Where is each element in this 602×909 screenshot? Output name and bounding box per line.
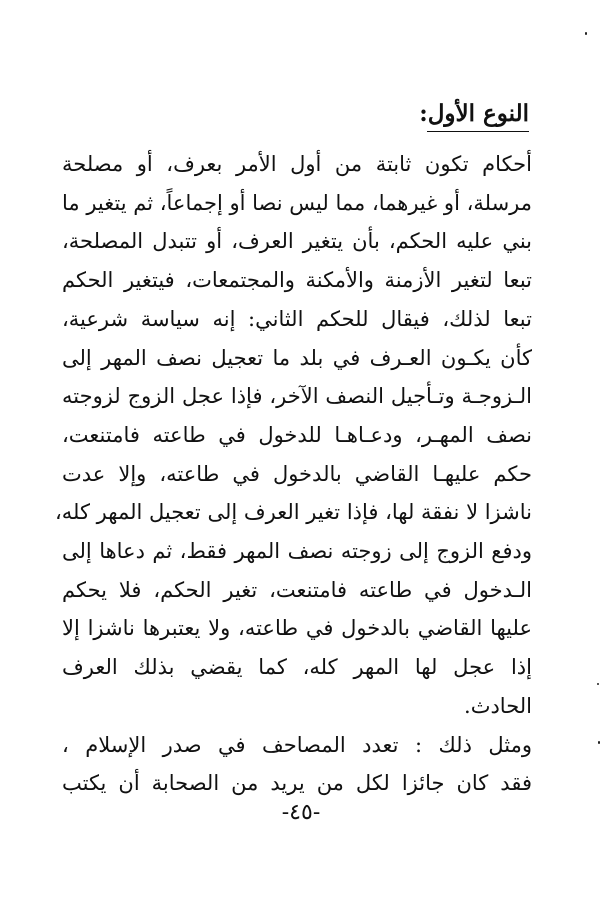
text-line: عليها القاضي بالدخول في طاعته، ولا يعتبرها ناشزا إلا: [62, 616, 532, 641]
text-line: ومثل ذلك : تعدد المصاحف في صدر الإسلام ،: [62, 732, 532, 757]
page-number: -٤٥-: [281, 800, 321, 825]
scan-speck: [597, 683, 599, 685]
text-line: فقد كان جائزا لكل من يريد من الصحابة أن يكتب: [62, 771, 532, 796]
text-line: مرسلة، أو غيرهما، مما ليس نصا أو إجماعاً، ثم يتغير ما: [62, 190, 532, 215]
heading-underline: [427, 131, 529, 132]
section-heading: النوع الأول:: [419, 100, 529, 127]
text-line: ناشزا لا نفقة لها، فإذا تغير العرف إلى تعجيل المهر كله،: [55, 500, 532, 525]
scan-speck: [598, 741, 600, 744]
text-line: إذا عجل لها المهر كله، كما يقضي بذلك العرف: [62, 655, 532, 680]
text-line: كأن يكـون العـرف في بلد ما تعجيل نصف المهر إلى: [62, 345, 532, 370]
text-line: تبعا لذلك، فيقال للحكم الثاني: إنه سياسة شرعية،: [62, 306, 532, 331]
text-line: بني عليه الحكم، بأن يتغير العرف، أو تتبدل المصلحة،: [62, 229, 532, 254]
section-heading-wrap: [419, 97, 529, 135]
text-line: أحكام تكون ثابتة من أول الأمر بعرف، أو مصلحة: [62, 152, 532, 176]
text-line: نصف المهـر، ودعـاهـا للدخول في طاعته فامتنعت،: [62, 422, 532, 447]
text-line: ودفع الزوج إلى زوجته نصف المهر فقط، ثم دعاها إلى: [62, 539, 532, 564]
text-line: الـدخول في طاعته فامتنعت، تغير الحكم، فلا يحكم: [62, 577, 532, 602]
scan-speck: [585, 32, 587, 35]
text-line: حكم عليهـا القاضي بالدخول في طاعته، وإلا عدت: [62, 461, 532, 486]
text-line: تبعا لتغير الأزمنة والأمكنة والمجتمعات، فيتغير الحكم: [62, 268, 532, 293]
text-line: الحادث.: [464, 693, 532, 718]
body-text: [55, 145, 532, 803]
text-line: الـزوجـة وتـأجيل النصف الآخر، فإذا عجل الزوج لزوجته: [62, 384, 532, 409]
